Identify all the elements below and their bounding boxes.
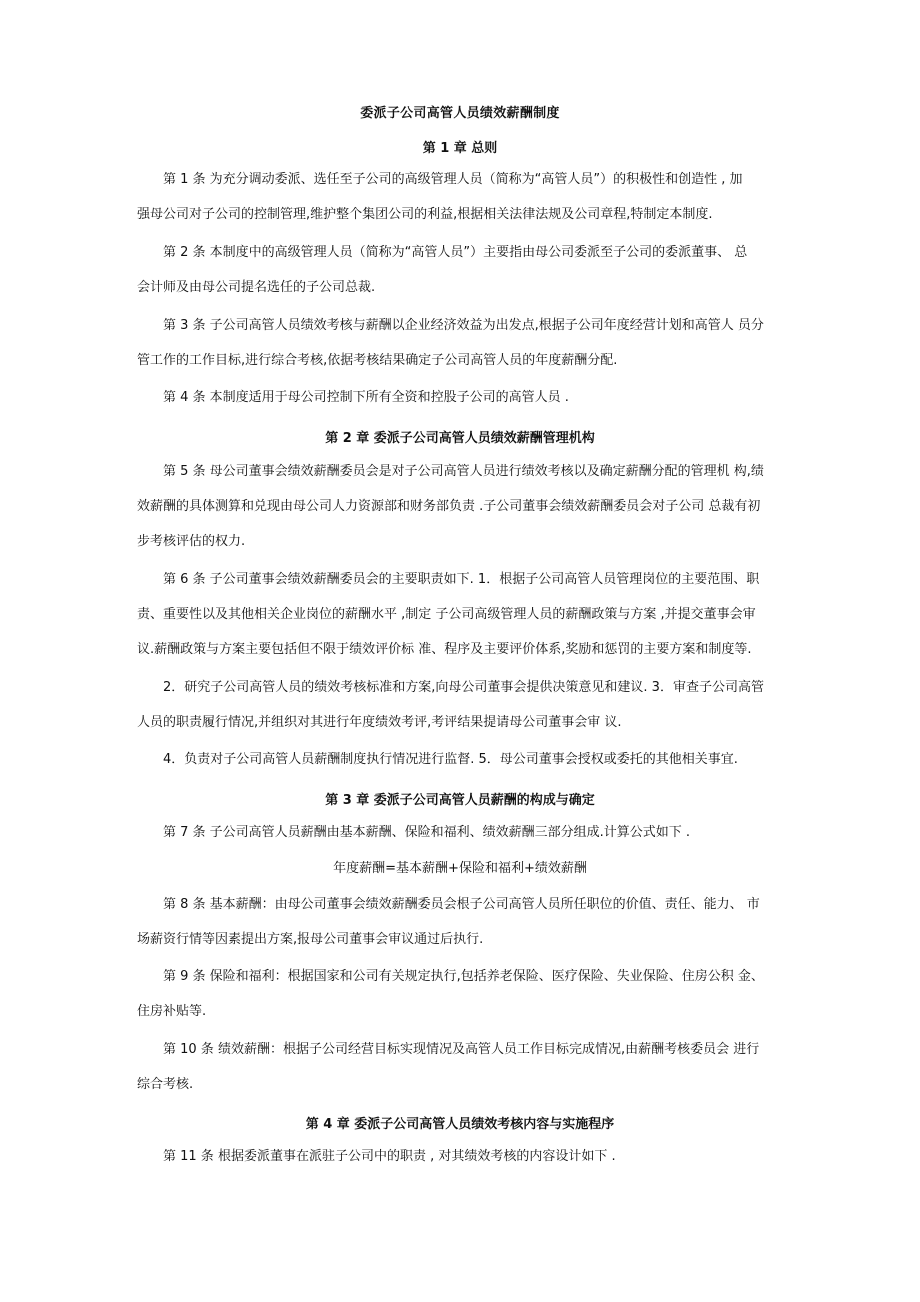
article-10-line-1: 第 10 条 绩效薪酬：根据子公司经营目标实现情况及高管人员工作目标完成情况,由薪酬考核委员会 进行 bbox=[163, 1042, 760, 1057]
article-6-line-1: 第 6 条 子公司董事会绩效薪酬委员会的主要职责如下. 1．根据子公司高管人员管理岗位的主要范围、职 bbox=[163, 572, 760, 587]
article-9-line-1: 第 9 条 保险和福利：根据国家和公司有关规定执行,包括养老保险、医疗保险、失业保险、住房公积 金、 bbox=[163, 969, 764, 984]
article-6-item-2-line-2: 人员的职责履行情况,并组织对其进行年度绩效考评,考评结果提请母公司董事会审 议. bbox=[137, 715, 622, 730]
article-6-line-2: 责、重要性以及其他相关企业岗位的薪酬水平 ,制定 子公司高级管理人员的薪酬政策与方案 ,并提交董事会审 bbox=[137, 607, 756, 622]
article-6-line-3: 议.薪酬政策与方案主要包括但不限于绩效评价标 准、程序及主要评价体系,奖励和惩罚的主要方案和制度等. bbox=[137, 642, 752, 657]
article-2-line-1: 第 2 条 本制度中的高级管理人员（简称为“高管人员”）主要指由母公司委派至子公司的委派董事、 总 bbox=[163, 245, 748, 260]
chapter-2-heading: 第 2 章 委派子公司高管人员绩效薪酬管理机构 bbox=[325, 431, 595, 446]
article-9-line-2: 住房补贴等. bbox=[137, 1004, 207, 1019]
article-1-line-2: 强母公司对子公司的控制管理,维护整个集团公司的利益,根据相关法律法规及公司章程,特制定本制度. bbox=[137, 207, 713, 222]
chapter-1-heading: 第 1 章 总则 bbox=[422, 141, 498, 156]
chapter-3-heading: 第 3 章 委派子公司高管人员薪酬的构成与确定 bbox=[325, 793, 595, 808]
article-6-item-2-line-1: 2．研究子公司高管人员的绩效考核标准和方案,向母公司董事会提供决策意见和建议. 3．审查子公司高管 bbox=[163, 680, 764, 695]
article-5-line-2: 效薪酬的具体测算和兑现由母公司人力资源部和财务部负责 .子公司董事会绩效薪酬委员会对子公司 总裁有初 bbox=[137, 499, 761, 514]
article-6-item-4-line: 4．负责对子公司高管人员薪酬制度执行情况进行监督. 5．母公司董事会授权或委托的其他相关事宜. bbox=[163, 752, 738, 767]
chapter-4-heading: 第 4 章 委派子公司高管人员绩效考核内容与实施程序 bbox=[305, 1117, 615, 1132]
article-10-line-2: 综合考核. bbox=[137, 1077, 194, 1092]
article-2-line-2: 会计师及由母公司提名选任的子公司总裁. bbox=[137, 280, 376, 295]
article-3-line-2: 管工作的工作目标,进行综合考核,依据考核结果确定子公司高管人员的年度薪酬分配. bbox=[137, 353, 618, 368]
article-5-line-1: 第 5 条 母公司董事会绩效薪酬委员会是对子公司高管人员进行绩效考核以及确定薪酬分配的管理机 构,绩 bbox=[163, 464, 764, 479]
article-3-line-1: 第 3 条 子公司高管人员绩效考核与薪酬以企业经济效益为出发点,根据子公司年度经营计划和高管人 员分 bbox=[163, 318, 764, 333]
article-8-line-1: 第 8 条 基本薪酬：由母公司董事会绩效薪酬委员会根子公司高管人员所任职位的价值、责任、能力、 市 bbox=[163, 897, 760, 912]
article-5-line-3: 步考核评估的权力. bbox=[137, 534, 246, 549]
article-11-line-1: 第 11 条 根据委派董事在派驻子公司中的职责 , 对其绩效考核的内容设计如下 . bbox=[163, 1149, 616, 1164]
document-title: 委派子公司高管人员绩效薪酬制度 bbox=[360, 106, 560, 121]
article-7-line-1: 第 7 条 子公司高管人员薪酬由基本薪酬、保险和福利、绩效薪酬三部分组成.计算公式如下 . bbox=[163, 825, 691, 840]
article-8-line-2: 场薪资行情等因素提出方案,报母公司董事会审议通过后执行. bbox=[137, 932, 484, 947]
article-4-line-1: 第 4 条 本制度适用于母公司控制下所有全资和控股子公司的高管人员 . bbox=[163, 390, 569, 405]
article-1-line-1: 第 1 条 为充分调动委派、选任至子公司的高级管理人员（简称为“高管人员”）的积极性和创造性 , 加 bbox=[163, 172, 743, 187]
salary-formula: 年度薪酬=基本薪酬+保险和福利+绩效薪酬 bbox=[333, 861, 587, 876]
